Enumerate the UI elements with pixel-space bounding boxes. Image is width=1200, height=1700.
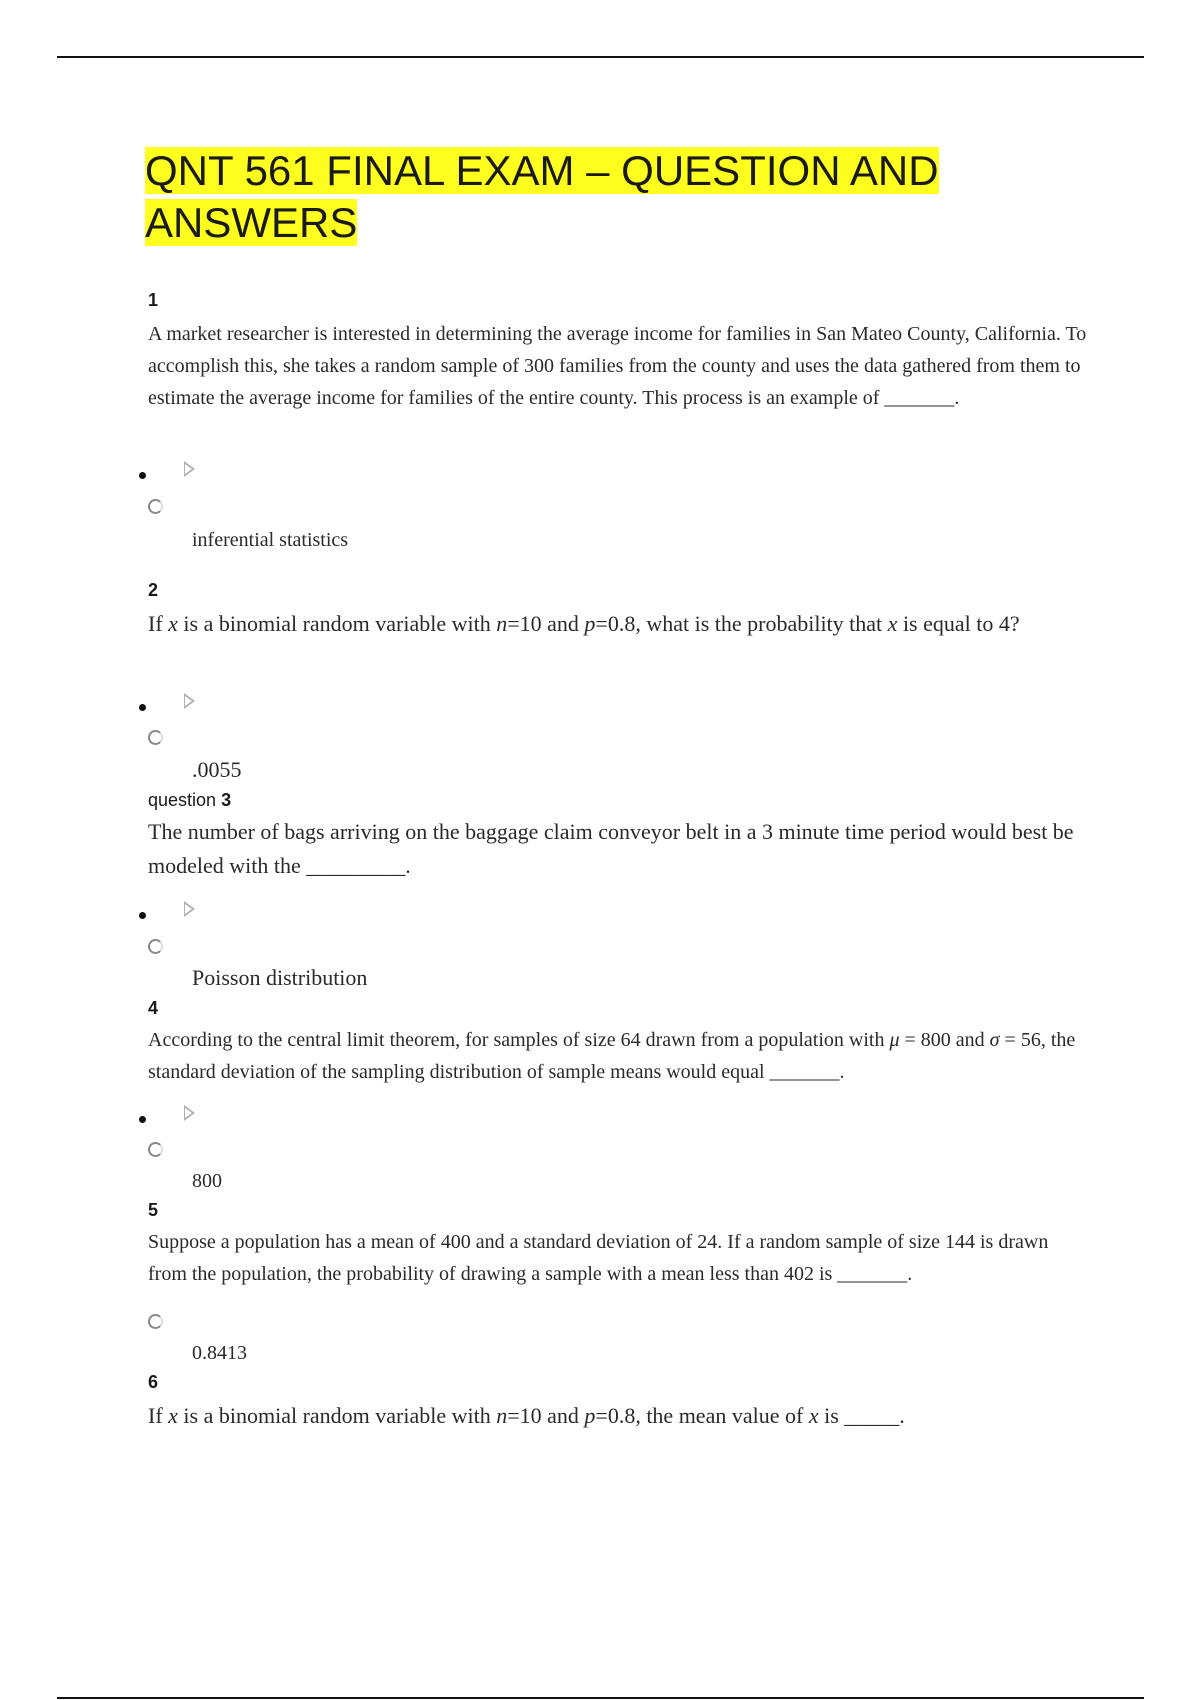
bullet-icon — [139, 912, 146, 919]
radio-button[interactable] — [148, 939, 163, 954]
expand-triangle-icon[interactable] — [184, 1105, 195, 1121]
question-6-text: If x is a binomial random variable with n=10 and p=0.8, the mean value of x is _____. — [148, 1403, 905, 1428]
question-4-text: According to the central limit theorem, for samples of size 64 drawn from a population with μ = 800 and σ = 56, the standard deviation of the sampling distribution of sample means would equal _______. — [148, 1029, 1076, 1083]
question-5-text: Suppose a population has a mean of 400 and a standard deviation of 24. If a random sample of size 144 is drawn from the population, the probability of drawing a sample with a mean less than 402 is _______. — [148, 1231, 1049, 1285]
radio-button[interactable] — [148, 1314, 163, 1329]
header-rule — [57, 56, 1144, 58]
question-3-text: The number of bags arriving on the baggage claim conveyor belt in a 3 minute time period would best be modeled with the _________. — [148, 819, 1074, 878]
expand-triangle-icon[interactable] — [184, 693, 195, 709]
question-4-answer: 800 — [192, 1170, 222, 1192]
question-1-answer: inferential statistics — [192, 529, 349, 551]
bullet-icon — [139, 704, 146, 711]
question-2-answer: .0055 — [192, 757, 242, 782]
bullet-icon — [139, 472, 146, 479]
radio-button[interactable] — [148, 1142, 163, 1157]
page-title: QNT 561 FINAL EXAM – QUESTION AND ANSWERS — [145, 147, 939, 246]
question-2-number: 2 — [148, 580, 159, 600]
expand-triangle-icon[interactable] — [184, 901, 195, 917]
question-5-number: 5 — [148, 1200, 159, 1220]
expand-triangle-icon[interactable] — [184, 461, 195, 477]
question-1-number: 1 — [148, 290, 159, 310]
question-4-number: 4 — [148, 998, 159, 1018]
question-3-answer: Poisson distribution — [192, 965, 368, 990]
radio-button[interactable] — [148, 499, 163, 514]
radio-button[interactable] — [148, 730, 163, 745]
question-2-text: If x is a binomial random variable with n=10 and p=0.8, what is the probability that x is equal to 4? — [148, 611, 1020, 636]
question-6-number: 6 — [148, 1372, 159, 1392]
question-1-text: A market researcher is interested in determining the average income for families in San Mateo County, California. To accomplish this, she takes a random sample of 300 families from the county and uses the data gathered from them to estimate the average income for families of the entire county. This process is an example of _______. — [148, 323, 1087, 409]
question-5-answer: 0.8413 — [192, 1342, 247, 1364]
question-3-number: question 3 — [148, 790, 232, 810]
bullet-icon — [139, 1116, 146, 1123]
footer-rule — [57, 1697, 1144, 1699]
